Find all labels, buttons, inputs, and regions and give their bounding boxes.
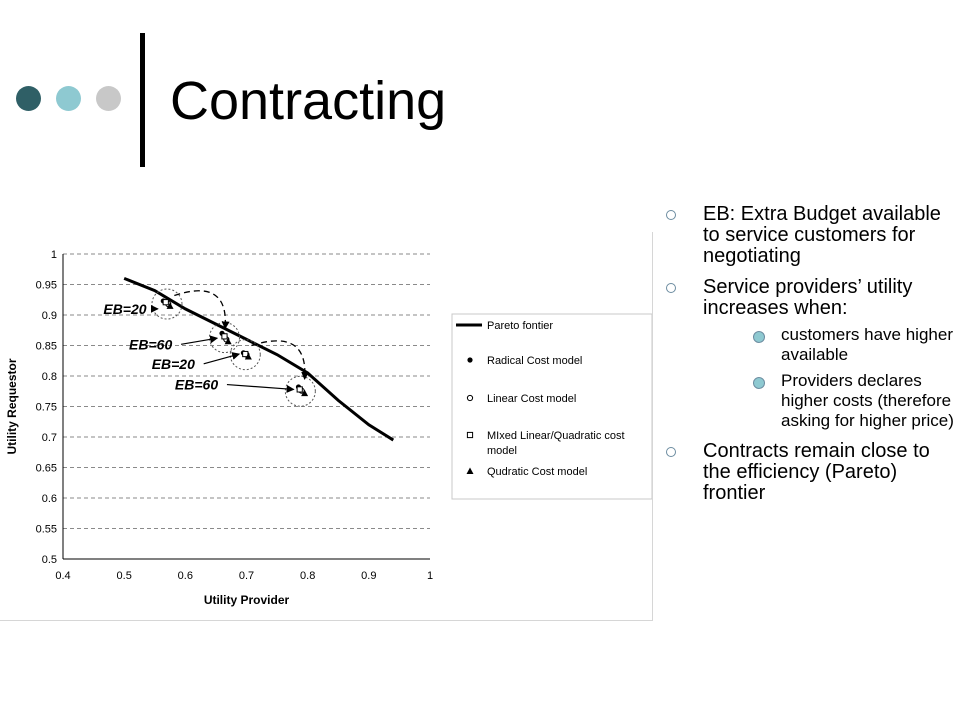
legend-swatch — [467, 432, 472, 437]
y-tick-label: 0.85 — [35, 340, 57, 353]
y-tick-label: 0.7 — [41, 432, 57, 444]
x-tick-label: 0.9 — [361, 570, 377, 582]
legend-label: Radical Cost model — [487, 355, 583, 367]
eb-annotation: EB=20 — [151, 355, 195, 372]
y-tick-label: 0.8 — [41, 371, 57, 383]
legend-label: Linear Cost model — [487, 393, 577, 405]
bullet-ring-icon — [666, 210, 676, 220]
data-point — [222, 334, 227, 339]
x-tick-label: 0.6 — [177, 570, 193, 582]
x-tick-label: 0.7 — [238, 570, 255, 582]
sub-bullet-item — [703, 371, 956, 431]
x-tick-label: 0.4 — [55, 570, 71, 582]
bullet-item — [666, 204, 956, 267]
x-tick-label: 0.5 — [116, 570, 132, 582]
bullet-text: Service providers’ utility increases when: — [703, 276, 913, 319]
legend-label: Qudratic Cost model — [487, 466, 588, 478]
bullet-ring-icon — [666, 447, 676, 457]
title-divider — [140, 33, 145, 167]
bullet-ring-icon — [666, 283, 676, 293]
slide-title: Contracting — [170, 71, 447, 131]
y-tick-label: 0.6 — [41, 493, 57, 505]
bullet-text: EB: Extra Budget available to service customers for negotiating — [703, 203, 941, 267]
bullet-list — [666, 204, 956, 514]
decor-dot-teal — [56, 86, 81, 111]
x-axis-label: Utility Provider — [203, 593, 290, 607]
legend-label: Pareto fontier — [487, 320, 554, 332]
curved-dashed-arrow — [174, 291, 225, 329]
x-tick-label: 1 — [426, 570, 434, 582]
legend-swatch — [467, 395, 472, 400]
y-tick-label: 0.55 — [35, 523, 57, 536]
data-point — [297, 387, 302, 392]
legend-label-line: MIxed Linear/Quadratic cost — [487, 430, 625, 442]
bullet-text: Contracts remain close to the efficiency (Pareto) frontier — [703, 440, 930, 504]
decor-dot-dark — [16, 86, 41, 111]
sub-bullet-dot-icon — [753, 377, 765, 389]
annotation-arrow — [204, 354, 239, 364]
pareto-chart — [0, 232, 652, 620]
y-axis-label: Utility Requestor — [5, 358, 19, 455]
chart-frame — [0, 232, 653, 621]
decor-dot-gray — [96, 86, 121, 111]
y-tick-label: 0.95 — [35, 279, 57, 292]
x-tick-label: 0.8 — [300, 570, 316, 582]
bullet-item — [666, 441, 956, 504]
sub-bullet-text: customers have higher available — [781, 325, 953, 364]
sub-bullet-item — [703, 325, 956, 365]
annotation-arrow — [227, 385, 294, 390]
sub-bullet-text: Providers declares higher costs (therefore asking for higher price) — [781, 371, 954, 430]
eb-annotation: EB=20 — [103, 300, 147, 317]
eb-annotation: EB=60 — [174, 376, 219, 393]
bullet-item — [666, 277, 956, 431]
eb-annotation: EB=60 — [129, 336, 173, 353]
y-tick-label: 0.65 — [35, 462, 57, 475]
y-tick-label: 1 — [50, 249, 57, 261]
data-point — [163, 300, 168, 305]
y-tick-label: 0.9 — [41, 310, 57, 322]
y-tick-label: 0.5 — [41, 554, 57, 566]
legend-swatch — [467, 357, 472, 362]
legend-label-line: model — [487, 445, 517, 457]
y-tick-label: 0.75 — [35, 401, 57, 414]
annotation-arrow — [181, 338, 217, 344]
sub-bullet-dot-icon — [753, 331, 765, 343]
